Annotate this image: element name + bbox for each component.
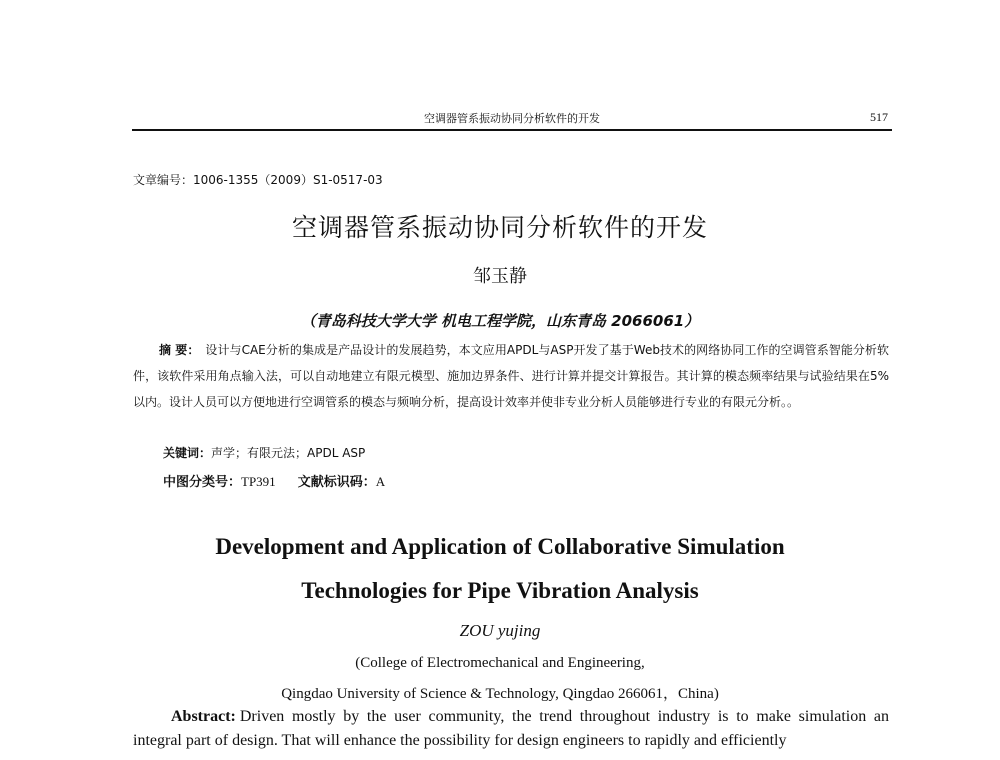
english-abstract-text: Driven mostly by the user community, the trend throughout industry is to make simulation an integral part of design. That will enhance the possibility for design engineers to rapidly and efficiently bbox=[133, 708, 889, 749]
chinese-keywords bbox=[163, 444, 365, 461]
chinese-affiliation: （青岛科技大学大学 机电工程学院，山东青岛 2066061） bbox=[300, 312, 700, 330]
doc-code-value: A bbox=[375, 474, 386, 489]
running-header bbox=[132, 107, 892, 131]
classification-value: TP391 bbox=[241, 474, 276, 489]
chinese-abstract-text: 设计与CAE分析的集成是产品设计的发展趋势，本文应用APDL与ASP开发了基于Web技术的网络协同工作的空调管系智能分析软件，该软件采用角点输入法，可以自动地建立有限元模型、施加边界条件、进行计算并提交计算报告。其计算的模态频率结果与试验结果在5%以内。设计人员可以方便地进行空调管系的模态与频响分析，提高设计效率并使非专业分析人员能够进行专业的有限元分析。。 bbox=[133, 343, 889, 409]
chinese-abstract-label: 摘 要： bbox=[159, 343, 200, 357]
english-abstract-label: Abstract: bbox=[171, 708, 236, 725]
classification-label: 中图分类号： bbox=[163, 475, 242, 490]
article-id: 文章编号：1006-1355（2009）S1-0517-03 bbox=[133, 173, 383, 187]
chinese-title: 空调器管系振动协同分析软件的开发 bbox=[291, 213, 708, 242]
english-affiliation-line1: (College of Electromechanical and Engineering, bbox=[355, 655, 645, 671]
english-author: ZOU yujing bbox=[459, 621, 541, 640]
english-affiliation-line2: Qingdao University of Science & Technology, Qingdao 266061，China) bbox=[281, 686, 719, 702]
running-title: 空调器管系振动协同分析软件的开发 bbox=[424, 112, 600, 125]
classification-line bbox=[163, 471, 385, 490]
english-abstract bbox=[133, 705, 889, 753]
keywords-text: 声学；有限元法；APDL ASP bbox=[211, 446, 366, 460]
doc-code-label: 文献标识码： bbox=[297, 475, 376, 490]
chinese-abstract bbox=[133, 337, 889, 415]
chinese-author: 邹玉静 bbox=[473, 266, 527, 287]
english-title-line1: Development and Application of Collaborative Simulation bbox=[215, 534, 785, 559]
english-title-line2: Technologies for Pipe Vibration Analysis bbox=[301, 578, 699, 603]
keywords-label: 关键词： bbox=[163, 446, 212, 460]
page-number: 517 bbox=[870, 110, 888, 124]
